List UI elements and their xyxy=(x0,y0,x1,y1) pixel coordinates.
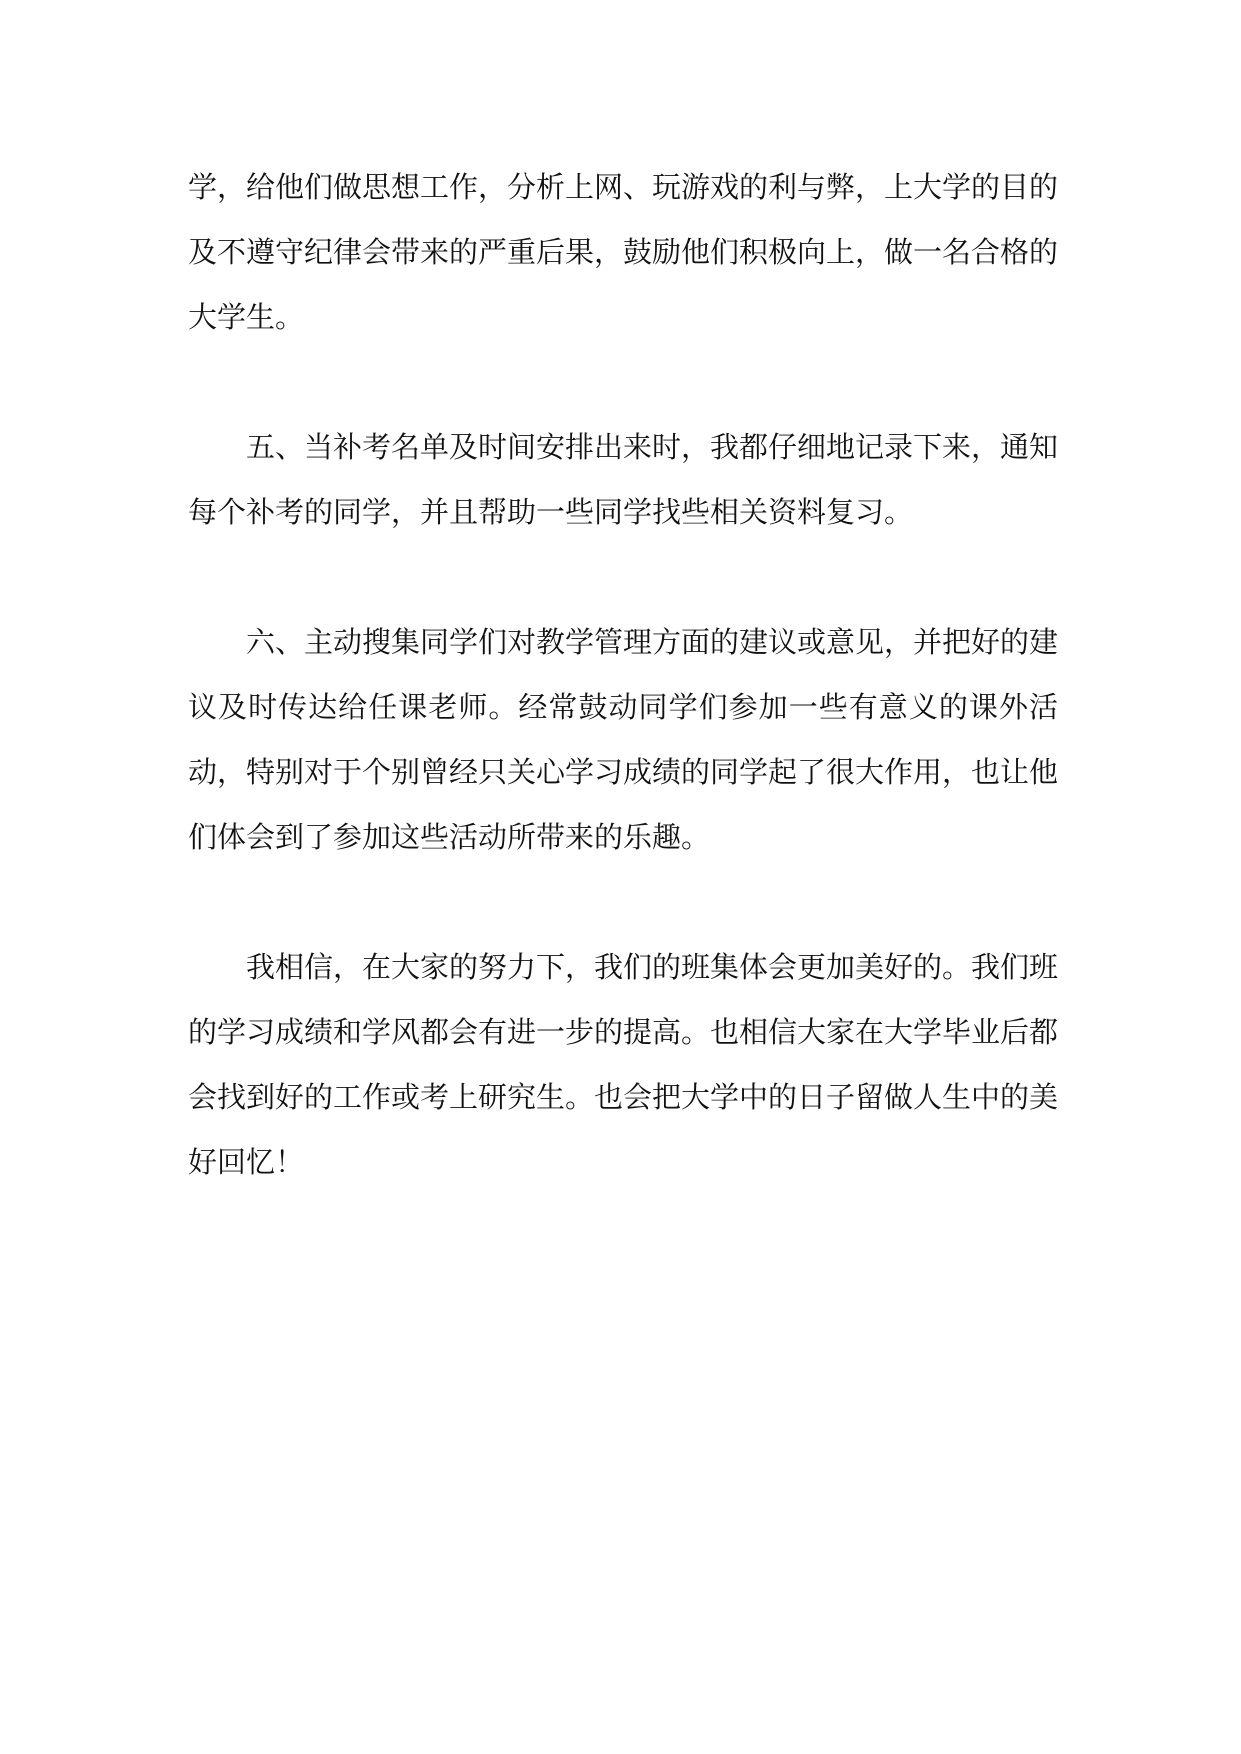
document-body xyxy=(188,155,1058,1260)
paragraph-conclusion: 我相信，在大家的努力下，我们的班集体会更加美好的。我们班的学习成绩和学风都会有进一步的提高。也相信大家在大学毕业后都会找到好的工作或考上研究生。也会把大学中的日子留做人生中的美好回忆！ xyxy=(188,950,1059,1179)
paragraph-continuation: 学，给他们做思想工作，分析上网、玩游戏的利与弊，上大学的目的及不遵守纪律会带来的严重后果，鼓励他们积极向上，做一名合格的大学生。 xyxy=(188,170,1059,334)
paragraph-item-six: 六、主动搜集同学们对教学管理方面的建议或意见，并把好的建议及时传达给任课老师。经常鼓动同学们参加一些有意义的课外活动，特别对于个别曾经只关心学习成绩的同学起了很大作用，也让他们体会到了参加这些活动所带来的乐趣。 xyxy=(188,625,1059,854)
paragraph-item-five: 五、当补考名单及时间安排出来时，我都仔细地记录下来，通知每个补考的同学，并且帮助一些同学找些相关资料复习。 xyxy=(188,430,1059,529)
